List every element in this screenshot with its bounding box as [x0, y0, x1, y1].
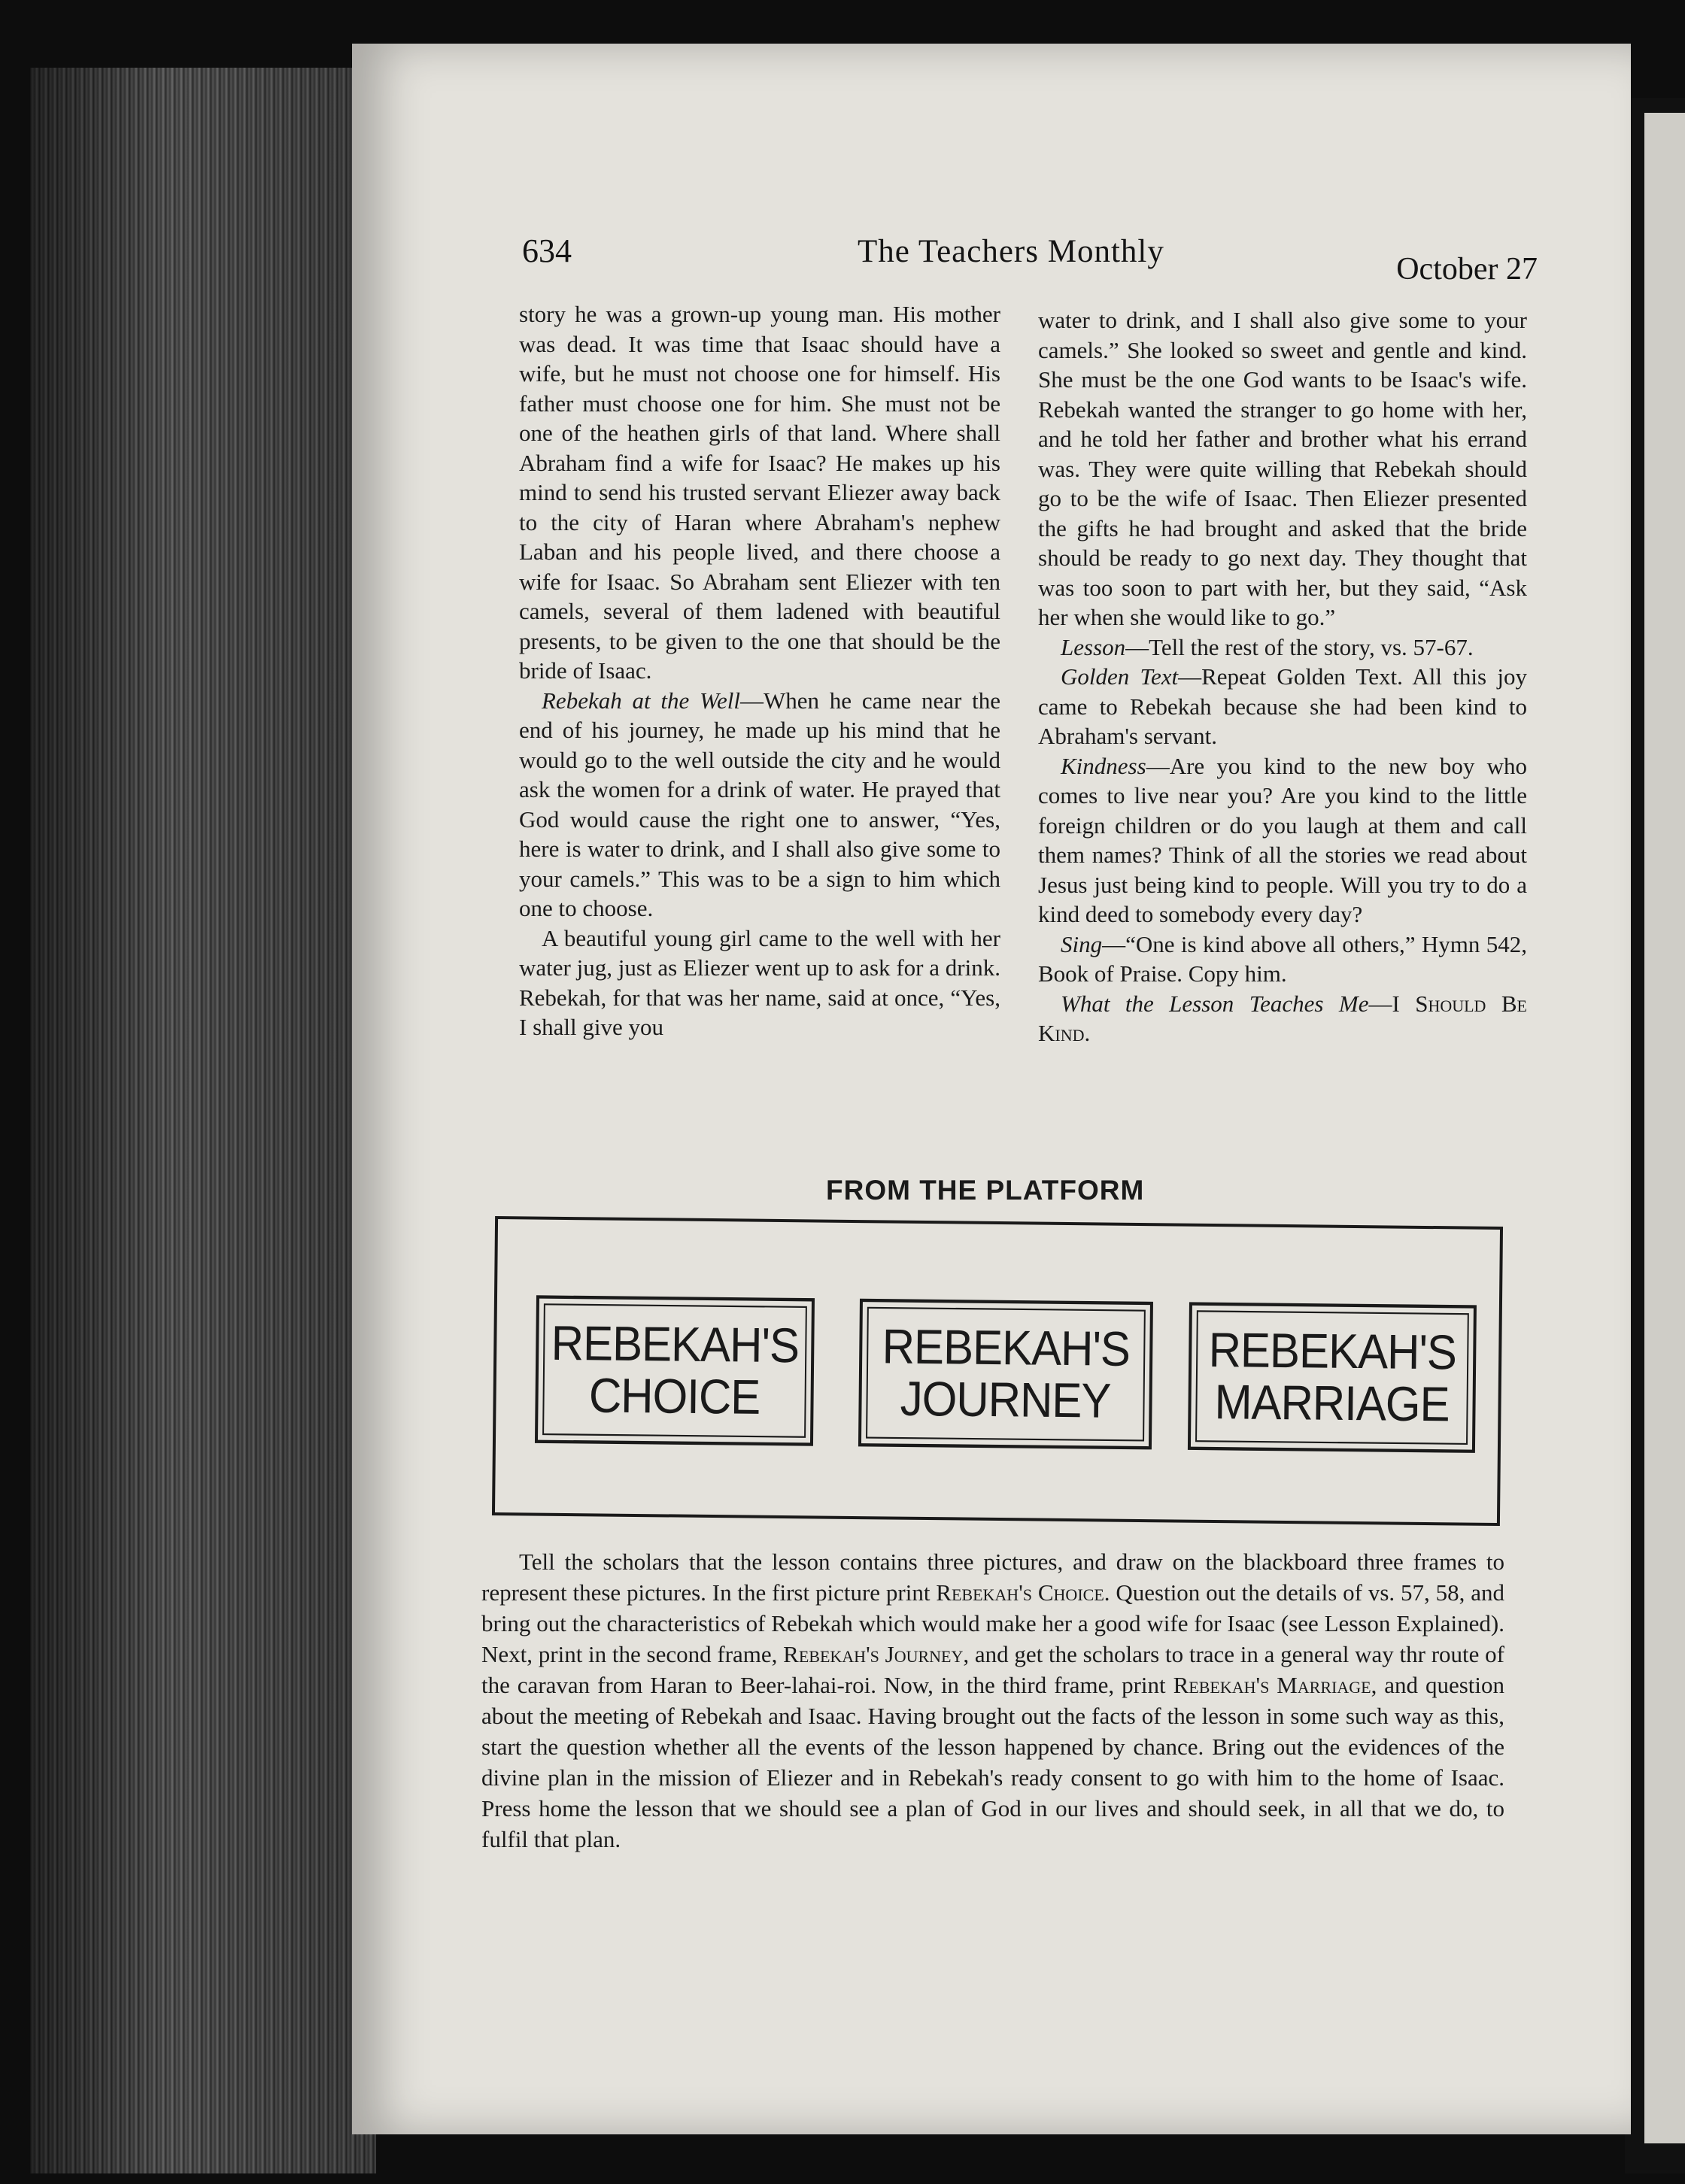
paragraph-text: —Tell the rest of the story, vs. 57-67.	[1125, 633, 1474, 660]
text-run: Rebekah's Journey	[783, 1641, 964, 1667]
section-lead: What the Lesson Teaches Me	[1061, 990, 1369, 1017]
paragraph-text: —Are you kind to the new boy who comes to live near you? Are you kind to the little foreign children or do you laugh at them and call them names? Think of all the stories we read about Jesus just being kind to people. Will you try to do a kind deed to somebody every day?	[1038, 752, 1527, 927]
page-number: 634	[522, 232, 572, 269]
paragraph-text: —I Should Be Kind.	[1038, 990, 1527, 1046]
paragraph-text: —Repeat Golden Text. All this joy came to Rebekah because she had been kind to Abraham's servant.	[1038, 663, 1527, 749]
text-run: . Question out the details of vs. 57, 58, and bring out the characteristics of Rebekah which would make her a good wife for Isaac (see Lesson Explained). Next, print in the second frame,	[481, 1579, 1504, 1667]
section-lead: Sing	[1061, 930, 1103, 957]
frame-label-line: REBEKAH'S	[1208, 1322, 1457, 1380]
paragraph: story he was a grown-up young man. His mother was dead. It was time that Isaac should have a wife, but he must not choose one for himself. His father must choose one for him. She must not be one of the heathen girls of that land. Where shall Abraham find a wife for Isaac? He makes up his mind to send his trusted servant Eliezer away back to the city of Haran where Abraham's nephew Laban and his people lived, and there choose a wife for Isaac. So Abraham sent Eliezer with ten camels, several of them ladened with beautiful presents, to be given to the one that should be the bride of Isaac.	[519, 301, 1000, 684]
section-lead: Golden Text	[1061, 663, 1179, 690]
paragraph-text: —When he came near the end of his journey, he made up his mind that he would go to the well outside the city and he would ask the women for a drink of water. He prayed that God would cause the right one to answer, “Yes, here is water to drink, and I shall also give some to your camels.” This was to be a sign to him which one to choose.	[519, 687, 1000, 921]
text-run: , and get the scholars to trace in a general way thr route of the caravan from Haran to Beer-lahai-roi. Now, in the third frame, print	[481, 1641, 1504, 1698]
paragraph	[1038, 930, 1527, 989]
frame-label-line: MARRIAGE	[1214, 1374, 1450, 1432]
text-run: Rebekah's Marriage	[1173, 1672, 1371, 1698]
section-lead: Kindness	[1061, 752, 1146, 779]
frame-label-line: CHOICE	[588, 1368, 761, 1424]
paragraph-text: —“One is kind above all others,” Hymn 542, Book of Praise. Copy him.	[1038, 930, 1527, 987]
left-column	[519, 299, 1000, 1042]
running-title: The Teachers Monthly	[858, 234, 1164, 269]
platform-heading: FROM THE PLATFORM	[826, 1175, 1145, 1206]
paragraph	[1038, 751, 1527, 930]
picture-frame-choice	[535, 1295, 815, 1445]
paragraph	[1038, 662, 1527, 751]
right-column	[1038, 305, 1527, 1048]
paragraph: A beautiful young girl came to the well with her water jug, just as Eliezer went up to ask for a drink. Rebekah, for that was her name, said at once, “Yes, I shall give you	[519, 924, 1000, 1040]
frame-label-line: REBEKAH'S	[882, 1319, 1131, 1376]
paragraph	[519, 686, 1000, 924]
frame-label-line: REBEKAH'S	[551, 1315, 800, 1373]
book-edge-shadow	[30, 68, 376, 2173]
text-run: Rebekah's Choice	[936, 1579, 1104, 1606]
frame-label-line: JOURNEY	[900, 1371, 1111, 1428]
issue-date: October 27	[1396, 252, 1538, 287]
section-lead: Rebekah at the Well	[542, 687, 740, 714]
text-run: Tell the scholars that the lesson contains three pictures, and draw on the blackboard three frames to represent these pictures. In the first picture print	[481, 1549, 1504, 1606]
text-run: , and question about the meeting of Rebekah and Isaac. Having brought out the facts of the lesson in some such way as this, start the question whether all the events of the lesson happened by chance. Bring out the evidences of the divine plan in the mission of Eliezer and in Rebekah's ready consent to go with him to the home of Isaac. Press home the lesson that we should see a plan of God in our lives and should seek, in all that we do, to fulfil that plan.	[481, 1672, 1504, 1852]
paragraph	[1038, 632, 1527, 663]
next-page-sliver	[1644, 113, 1685, 2143]
picture-frame-marriage	[1188, 1302, 1477, 1453]
page-header	[522, 224, 1538, 292]
picture-frame-journey	[858, 1299, 1153, 1450]
paragraph: water to drink, and I shall also give some to your camels.” She looked so sweet and gentle and kind. She must be the one God wants to be Isaac's wife. Rebekah wanted the stranger to go home with her, and he told her father and brother what his errand was. They were quite willing that Rebekah should go to be the wife of Isaac. Then Eliezer presented the gifts he had brought and asked that the bride should be ready to go next day. They thought that was too soon to part with her, but they said, “Ask her when she would like to go.”	[1038, 307, 1527, 630]
paragraph	[1038, 989, 1527, 1048]
section-lead: Lesson	[1061, 633, 1126, 660]
blackboard-diagram	[492, 1216, 1503, 1526]
platform-instructions	[481, 1546, 1504, 1855]
